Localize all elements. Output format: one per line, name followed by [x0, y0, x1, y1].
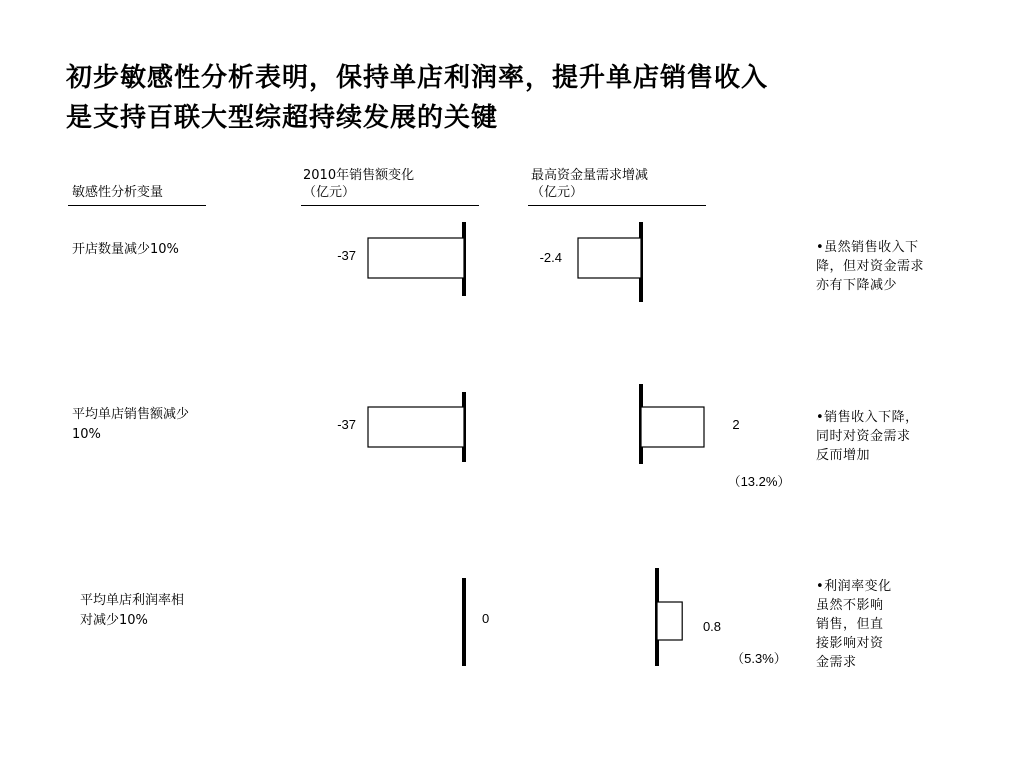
sales-value-label-row2: -37: [337, 417, 356, 432]
note-3-line4: 接影响对资: [816, 636, 884, 651]
capital-value-label-row1: -2.4: [539, 250, 562, 265]
header-capital-line2: （亿元）: [531, 185, 584, 200]
header-sales-line1: 2010年销售额变化: [303, 168, 415, 183]
page-title-line1: 初步敏感性分析表明，保持单店利润率，提升单店销售收入: [66, 63, 769, 93]
row-label-3-line2: 对减少10%: [80, 613, 148, 628]
note-2-line2: 同时对资金需求: [816, 429, 911, 444]
capital-value-label-row3: 0.8: [702, 619, 722, 634]
header-sales-line2: （亿元）: [303, 185, 356, 200]
note-3-line1: •利润率变化: [816, 579, 892, 594]
capital-bar-row2: [641, 407, 704, 447]
row-label-1-line1: 开店数量减少10%: [72, 242, 179, 257]
note-2-line3: 反而增加: [816, 448, 871, 463]
capital-value-label-row2: 2: [732, 417, 740, 432]
sales-bar-row2: [368, 407, 464, 447]
note-3-line2: 虽然不影响: [816, 598, 884, 613]
row-label-3-line1: 平均单店利润率相: [80, 593, 185, 608]
note-3-line5: 金需求: [816, 655, 857, 670]
sales-value-label-row3: 0: [482, 611, 490, 626]
note-1-line1: •虽然销售收入下: [816, 240, 919, 255]
row-label-2-line2: 10%: [72, 427, 101, 442]
sales-bar-row1: [368, 238, 464, 278]
note-1-line3: 亦有下降减少: [816, 278, 898, 293]
note-3-line3: 销售，但直: [816, 617, 884, 632]
note-1-line2: 降，但对资金需求: [816, 259, 925, 274]
page-title-line2: 是支持百联大型综超持续发展的关键: [66, 103, 499, 133]
header-capital-line1: 最高资金量需求增减: [531, 168, 649, 183]
note-2-line1: •销售收入下降，: [816, 410, 919, 425]
row-label-2-line1: 平均单店销售额减少: [72, 407, 190, 422]
sales-value-label-row1: -37: [337, 248, 356, 263]
capital-bar-row1: [578, 238, 641, 278]
capital-bar-row3: [657, 602, 682, 640]
header-variable: 敏感性分析变量: [72, 185, 164, 200]
capital-pct-label-row3: （5.3%）: [731, 651, 787, 666]
capital-pct-label-row2: （13.2%）: [727, 474, 791, 489]
